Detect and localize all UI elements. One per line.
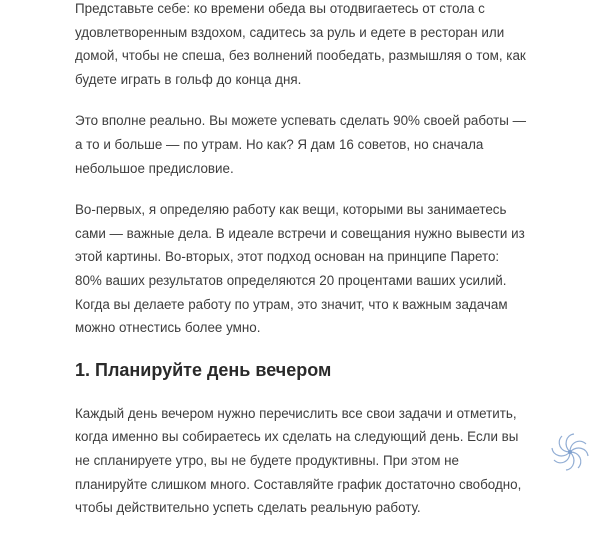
paragraph-plan-evening — [75, 402, 545, 520]
text-line: удовлетворенным вздохом, садитесь за руль и едете в ресторан или — [75, 24, 505, 40]
text-line: планируйте слишком много. Составляйте график достаточно свободно, — [75, 476, 522, 492]
text-line: когда именно вы собираетесь их сделать на следующий день. Если вы — [75, 429, 519, 445]
text-line: не спланируете утро, вы не будете продуктивны. При этом не — [75, 452, 459, 468]
section-heading: 1. Планируйте день вечером — [75, 359, 332, 380]
text-line: сами — важные дела. В идеале встречи и совещания нужно вывести из — [75, 225, 525, 241]
paragraph-intro — [75, 0, 545, 91]
text-line: а то и больше — по утрам. Но как? Я дам 16 советов, но сначала — [75, 136, 484, 152]
text-line: 80% ваших результатов определяются 20 процентами ваших усилий. — [75, 272, 507, 288]
text-line: Каждый день вечером нужно перечислить все свои задачи и отметить, — [75, 405, 517, 421]
text-line: Когда вы делаете работу по утрам, это значит, что к важным задачам — [75, 296, 508, 312]
text-line: Представьте себе: ко времени обеда вы отодвигаетесь от стола с — [75, 1, 485, 16]
text-line: можно отнестись более умно. — [75, 320, 261, 336]
text-line: чтобы действительно успеть сделать реальную работу. — [75, 500, 421, 516]
paragraph-realistic — [75, 109, 545, 180]
text-line: Во-первых, я определяю работу как вещи, которыми вы занимаетесь — [75, 202, 507, 218]
paragraph-pareto — [75, 198, 545, 340]
text-line: будете играть в гольф до конца дня. — [75, 71, 302, 87]
spiral-logo-icon — [548, 430, 592, 474]
text-line: небольшое предисловие. — [75, 160, 234, 176]
text-line: домой, чтобы не спеша, без волнений пообедать, размышляя о том, как — [75, 48, 526, 64]
text-line: этой картины. Во-вторых, этот подход основан на принципе Парето: — [75, 249, 500, 265]
text-line: Это вполне реально. Вы можете успевать сделать 90% своей работы — — [75, 113, 527, 129]
article-body — [75, 0, 545, 538]
